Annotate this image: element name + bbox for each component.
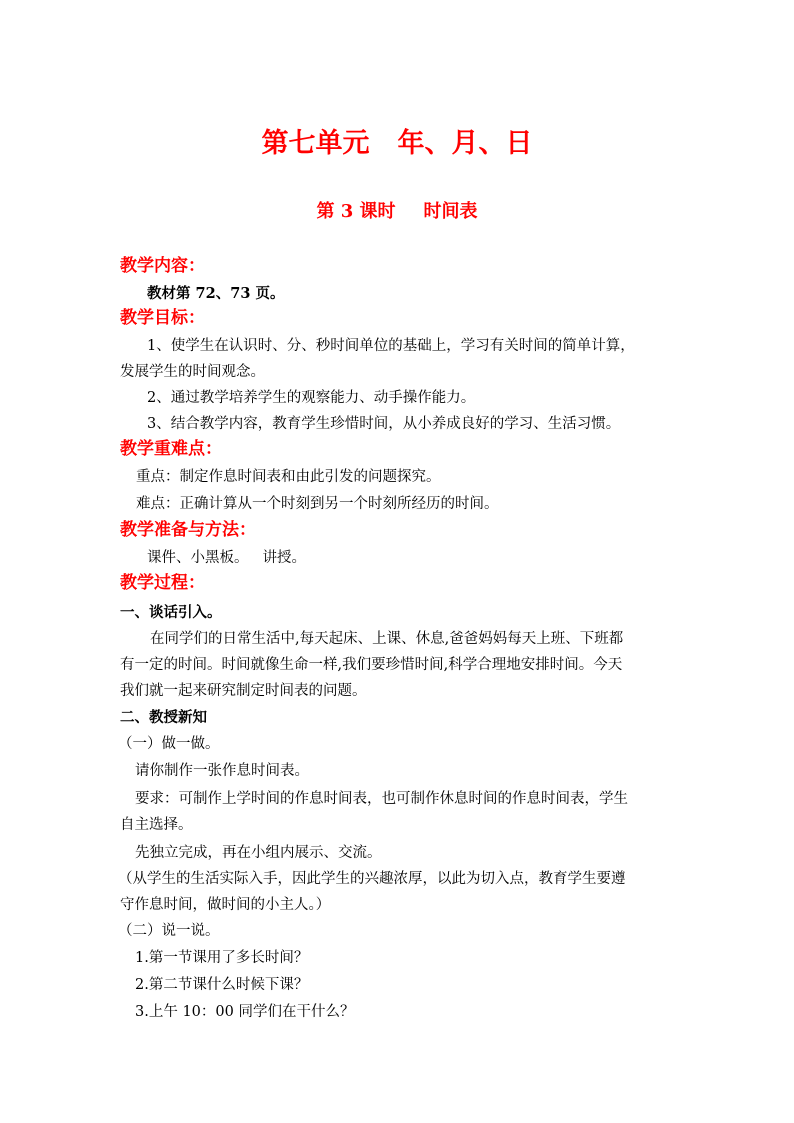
unit-title-topic: 年、月、日 bbox=[397, 128, 533, 159]
prep-heading: 教学准备与方法： bbox=[120, 520, 256, 540]
prep-materials: 课件、小黑板。 bbox=[147, 550, 249, 566]
lesson-number: 第 3 课时 bbox=[316, 201, 396, 222]
process-heading: 教学过程： bbox=[120, 573, 205, 593]
unit-title-number: 第七单元 bbox=[261, 128, 370, 159]
part1-paragraph-line-2: 有一定的时间。时间就像生命一样,我们要珍惜时间,科学合理地安排时间。今天 bbox=[120, 657, 623, 673]
part1-title: 一、谈话引入。 bbox=[120, 604, 222, 621]
content-heading: 教学内容： bbox=[120, 256, 205, 276]
unit-title bbox=[0, 127, 794, 161]
goal-1-line-1: 1、使学生在认识时、分、秒时间单位的基础上，学习有关时间的简单计算， bbox=[147, 338, 635, 354]
sub1-line-1: 请你制作一张作息时间表。 bbox=[135, 763, 309, 779]
part1-paragraph-line-3: 我们就一起来研究制定时间表的问题。 bbox=[120, 683, 367, 699]
sub1-line-4: 先独立完成，再在小组内展示、交流。 bbox=[135, 845, 382, 861]
question-2: 2.第二节课什么时候下课？ bbox=[135, 977, 309, 993]
sub1-line-6: 守作息时间，做时间的小主人。） bbox=[120, 897, 331, 913]
sub2-title: （二）说一说。 bbox=[118, 923, 220, 939]
lesson-topic: 时间表 bbox=[423, 201, 478, 222]
key-point: 重点：制定作息时间表和由此引发的问题探究。 bbox=[136, 469, 441, 485]
sub1-line-3: 自主选择。 bbox=[120, 817, 193, 833]
sub1-line-5: （从学生的生活实际入手，因此学生的兴趣浓厚，以此为切入点，教育学生要遵 bbox=[118, 871, 626, 887]
goal-1-line-2: 发展学生的时间观念。 bbox=[120, 364, 265, 380]
keypoints-heading: 教学重难点： bbox=[120, 439, 222, 459]
difficulty-point: 难点：正确计算从一个时刻到另一个时刻所经历的时间。 bbox=[136, 496, 499, 512]
sub1-title: （一）做一做。 bbox=[118, 736, 220, 752]
goal-2: 2、通过教学培养学生的观察能力、动手操作能力。 bbox=[147, 390, 476, 406]
lesson-title bbox=[0, 200, 794, 224]
prep-method: 讲授。 bbox=[262, 550, 306, 566]
sub1-line-2: 要求：可制作上学时间的作息时间表，也可制作休息时间的作息时间表，学生 bbox=[135, 791, 628, 807]
question-3: 3.上午 10：00 同学们在干什么？ bbox=[135, 1004, 355, 1020]
content-text: 教材第 72、73 页。 bbox=[147, 285, 285, 302]
part2-title: 二、教授新知 bbox=[120, 709, 207, 726]
prep-text bbox=[147, 548, 306, 568]
goals-heading: 教学目标： bbox=[120, 308, 205, 328]
goal-3: 3、结合教学内容，教育学生珍惜时间，从小养成良好的学习、生活习惯。 bbox=[147, 416, 621, 432]
part1-paragraph-line-1: 在同学们的日常生活中,每天起床、上课、休息,爸爸妈妈每天上班、下班都 bbox=[150, 631, 624, 647]
question-1: 1.第一节课用了多长时间？ bbox=[135, 950, 309, 966]
